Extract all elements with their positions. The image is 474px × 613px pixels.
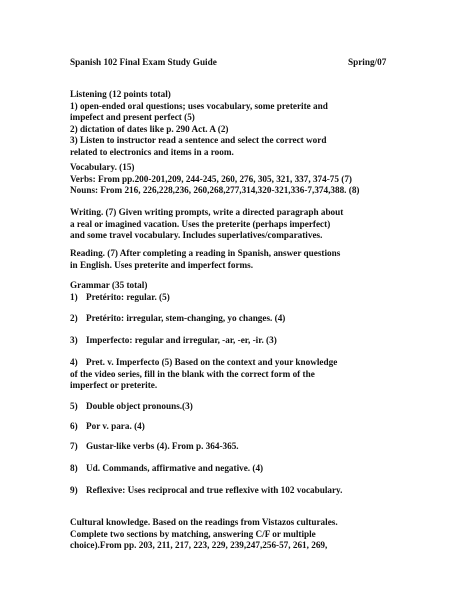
vocabulary-heading: Vocabulary. (15) bbox=[70, 162, 135, 172]
grammar-item-number: 7) bbox=[70, 441, 78, 451]
grammar-item-number: 9) bbox=[70, 485, 78, 495]
vocabulary-section bbox=[70, 162, 414, 197]
grammar-item-text: Double object pronouns.(3) bbox=[86, 401, 193, 411]
grammar-item-5 bbox=[70, 401, 193, 413]
grammar-item-number: 2) bbox=[70, 313, 78, 323]
grammar-item-number: 5) bbox=[70, 401, 78, 411]
listening-line: 1) open-ended oral questions; uses vocabulary, some preterite and bbox=[70, 100, 328, 111]
grammar-item-text: Pretérito: irregular, stem-changing, yo changes. (4) bbox=[86, 313, 286, 323]
listening-line: 3) Listen to instructor read a sentence and select the correct word bbox=[70, 135, 327, 146]
grammar-item-number: 1) bbox=[70, 292, 78, 302]
grammar-item-number: 4) bbox=[70, 357, 78, 367]
vocabulary-verbs: Verbs: From pp.200-201,209, 244-245, 260, 276, 305, 321, 337, 374-75 (7) bbox=[70, 173, 352, 184]
grammar-item-3 bbox=[70, 335, 277, 347]
writing-section bbox=[70, 207, 414, 242]
listening-line: impefect and present perfect (5) bbox=[70, 112, 195, 123]
cultural-line: Complete two sections by matching, answering C/F or multiple bbox=[70, 528, 316, 539]
reading-section bbox=[70, 248, 414, 271]
grammar-item-text: Por v. para. (4) bbox=[86, 421, 145, 431]
grammar-item-2 bbox=[70, 313, 285, 325]
grammar-item-1 bbox=[70, 292, 170, 304]
grammar-item-4 bbox=[70, 357, 414, 392]
grammar-item-number: 8) bbox=[70, 463, 78, 473]
reading-line: in English. Uses preterite and imperfect forms. bbox=[70, 259, 254, 270]
cultural-line: choice).From pp. 203, 211, 217, 223, 229, 239,247,256-57, 261, 269, bbox=[70, 540, 328, 551]
grammar-item-text: Pretérito: regular. (5) bbox=[86, 292, 170, 302]
listening-line: related to electronics and items in a room. bbox=[70, 146, 234, 157]
grammar-item-6 bbox=[70, 421, 145, 433]
grammar-item-8 bbox=[70, 463, 263, 475]
cultural-line: Cultural knowledge. Based on the readings from Vistazos culturales. bbox=[70, 517, 338, 527]
grammar-item-text: of the video series, fill in the blank with the correct form of the bbox=[70, 368, 315, 379]
listening-heading: Listening (12 points total) bbox=[70, 89, 171, 99]
grammar-item-number: 6) bbox=[70, 421, 78, 431]
grammar-item-text: Ud. Commands, affirmative and negative. (4) bbox=[86, 463, 264, 473]
writing-line: Writing. (7) Given writing prompts, write a directed paragraph about bbox=[70, 207, 344, 217]
reading-line: Reading. (7) After completing a reading in Spanish, answer questions bbox=[70, 248, 341, 258]
grammar-item-text: imperfect or preterite. bbox=[70, 380, 158, 391]
document-title: Spanish 102 Final Exam Study Guide bbox=[70, 57, 217, 67]
grammar-item-text: Gustar-like verbs (4). From p. 364-365. bbox=[86, 441, 239, 451]
grammar-heading: Grammar (35 total) bbox=[70, 280, 148, 290]
cultural-section bbox=[70, 517, 414, 552]
listening-section bbox=[70, 89, 414, 159]
listening-line: 2) dictation of dates like p. 290 Act. A (2) bbox=[70, 123, 229, 134]
grammar-item-text: Reflexive: Uses reciprocal and true reflexive with 102 vocabulary. bbox=[86, 485, 343, 495]
grammar-item-text: Pret. v. Imperfecto (5) Based on the context and your knowledge bbox=[86, 357, 338, 367]
grammar-item-number: 3) bbox=[70, 335, 78, 345]
grammar-item-text: Imperfecto: regular and irregular, -ar, -er, -ir. (3) bbox=[86, 335, 277, 345]
term-label: Spring/07 bbox=[348, 57, 387, 67]
grammar-item-9 bbox=[70, 485, 342, 497]
writing-line: and some travel vocabulary. Includes superlatives/comparatives. bbox=[70, 230, 323, 241]
grammar-item-7 bbox=[70, 441, 239, 453]
writing-line: a real or imagined vacation. Uses the preterite (perhaps imperfect) bbox=[70, 218, 331, 229]
vocabulary-nouns: Nouns: From 216, 226,228,236, 260,268,277,314,320-321,336-7,374,388. (8) bbox=[70, 185, 360, 196]
